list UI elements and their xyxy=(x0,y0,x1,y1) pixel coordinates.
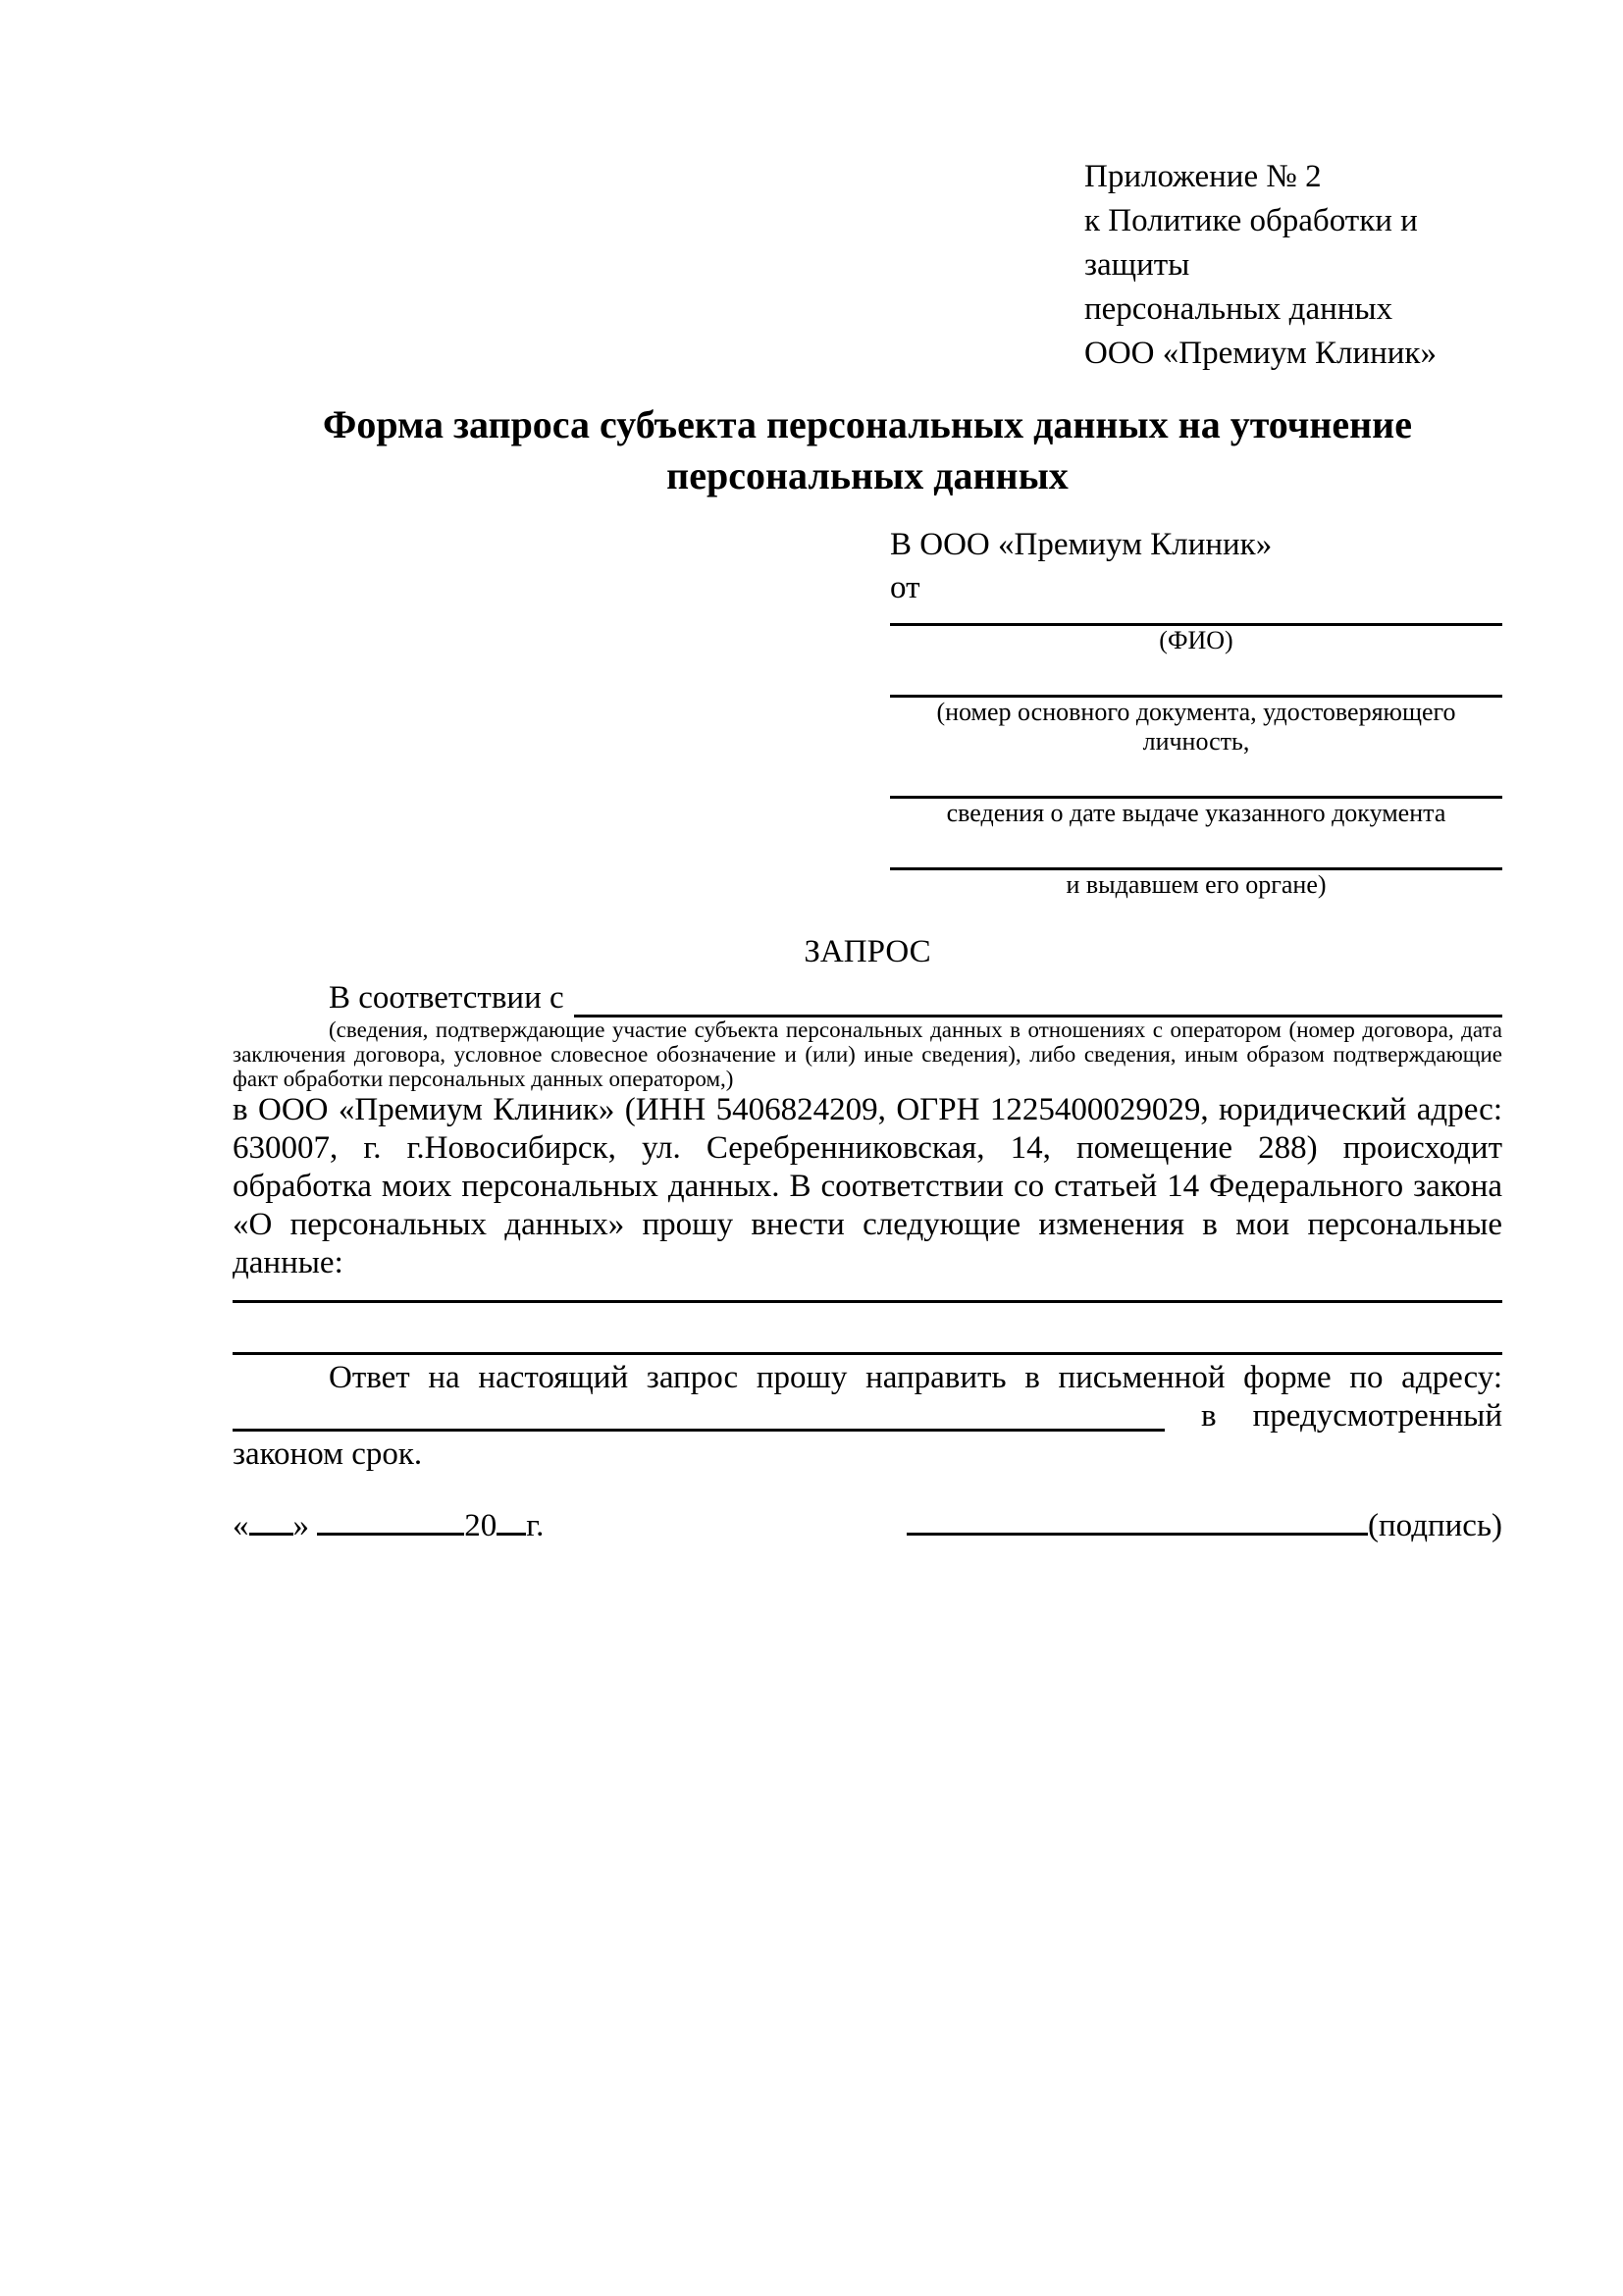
reply-line-2 xyxy=(233,1397,1502,1435)
addressee-block xyxy=(890,523,1502,900)
document-number-caption: (номер основного документа, удостоверяющего личность, xyxy=(936,698,1456,756)
appendix-line: к Политике обработки и защиты xyxy=(1084,203,1418,283)
document-title: Форма запроса субъекта персональных данных на уточнение персональных данных xyxy=(323,402,1412,497)
date-year-prefix: 20 xyxy=(464,1508,497,1543)
reply-address-fill-line[interactable] xyxy=(233,1399,1165,1432)
issue-date-caption: сведения о дате выдаче указанного документа xyxy=(946,799,1446,827)
document-number-fill-line[interactable] xyxy=(890,681,1502,698)
reply-line-3: законом срок. xyxy=(233,1436,423,1472)
according-fill-line[interactable] xyxy=(574,985,1502,1018)
reply-word-predusmotrenny: предусмотренный xyxy=(1252,1398,1502,1434)
signature-field xyxy=(907,1507,1502,1545)
smallprint-clause: (сведения, подтверждающие участие субъекта персональных данных в отношениях с оператором (номер договора, дата заключения договора, условное словесное обозначение и (или) иные сведения), либо сведения, иным образом подтверждающие факт обработки персональных данных оператором,) xyxy=(233,1018,1502,1091)
date-year-fill-line[interactable] xyxy=(497,1533,526,1536)
changes-fill-line-1[interactable] xyxy=(233,1282,1502,1303)
changes-fill-line-2[interactable] xyxy=(233,1303,1502,1355)
request-heading: ЗАПРОС xyxy=(804,934,931,969)
addressee-to: В ООО «Премиум Клиник» xyxy=(890,527,1273,562)
date-year-suffix: г. xyxy=(526,1508,545,1543)
according-row xyxy=(233,979,1502,1018)
date-close-quote: » xyxy=(292,1508,309,1543)
body-paragraph: в ООО «Премиум Клиник» (ИНН 5406824209, ОГРН 1225400029029, юридический адрес: 630007, г. г.Новосибирск, ул. Серебренниковская, 14, помещение 288) происходит обработка моих персональных данных. В соответствии со статьей 14 Федерального закона «О персональных данных» прошу внести следующие изменения в мои персональные данные: xyxy=(233,1092,1502,1280)
according-prefix: В соответствии с xyxy=(329,980,564,1016)
fio-caption: (ФИО) xyxy=(1159,626,1233,654)
date-signature-row xyxy=(233,1507,1502,1545)
reply-line-1: Ответ на настоящий запрос прошу направить в письменной форме по адресу: xyxy=(329,1360,1502,1395)
signature-caption: (подпись) xyxy=(1368,1508,1502,1543)
date-day-fill-line[interactable] xyxy=(249,1533,293,1536)
addressee-from-label: от xyxy=(890,570,920,605)
issue-date-fill-line[interactable] xyxy=(890,782,1502,799)
signature-fill-line[interactable] xyxy=(907,1533,1368,1536)
appendix-line: Приложение № 2 xyxy=(1084,159,1322,194)
issuing-authority-caption: и выдавшем его органе) xyxy=(1066,870,1327,899)
appendix-line: персональных данных xyxy=(1084,291,1393,327)
date-open-quote: « xyxy=(233,1508,249,1543)
reply-word-v: в xyxy=(1201,1398,1217,1434)
date-field xyxy=(233,1507,544,1545)
appendix-line: ООО «Премиум Клиник» xyxy=(1084,336,1437,371)
date-month-fill-line[interactable] xyxy=(317,1533,464,1536)
issuing-authority-fill-line[interactable] xyxy=(890,854,1502,870)
appendix-block xyxy=(1084,155,1502,376)
fio-fill-line[interactable] xyxy=(890,609,1502,626)
